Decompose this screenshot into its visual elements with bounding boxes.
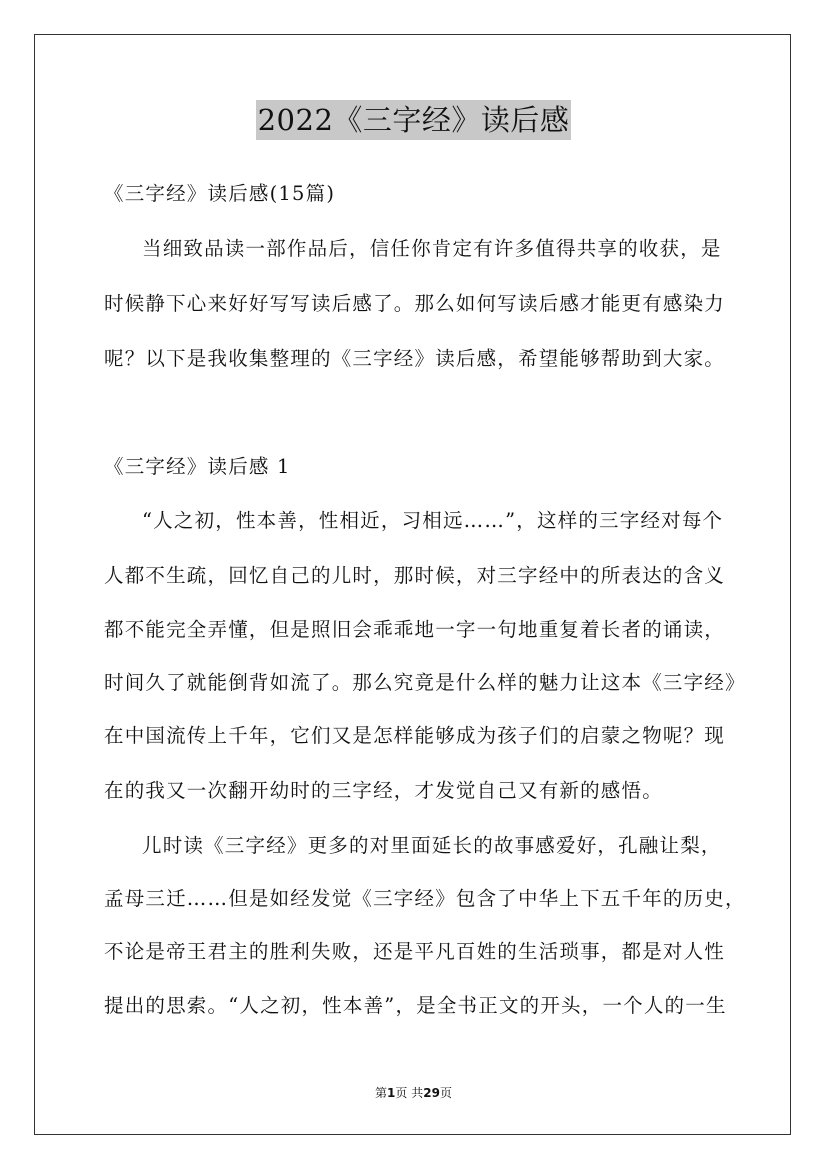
intro-line-1: 当细致品读一部作品后，信任你肯定有许多值得共享的收获，是 [142,237,722,260]
para1-line-1: “人之初，性本善，性相近，习相远……”，这样的三字经对每个 [142,509,724,532]
section-heading: 《三字经》读后感 1 [104,455,291,478]
para2-line-1: 儿时读《三字经》更多的对里面延长的故事感爱好，孔融让梨， [142,834,722,857]
document-subtitle: 《三字经》读后感(15篇) [104,182,336,205]
footer-prefix: 第 [375,1086,388,1100]
document-title: 2022《三字经》读后感 [256,100,572,140]
title-container [0,100,827,140]
para1-line-3: 都不能完全弄懂，但是照旧会乖乖地一字一句地重复着长者的诵读， [104,618,726,641]
footer-mid: 页 共 [395,1086,424,1100]
page-footer [0,1084,827,1101]
para1-line-6: 在的我又一次翻开幼时的三字经，才发觉自己又有新的感悟。 [104,779,663,802]
footer-current-page: 1 [387,1086,396,1100]
para1-line-5: 在中国流传上千年，它们又是怎样能够成为孩子们的启蒙之物呢？现 [104,724,726,747]
footer-total-pages: 29 [423,1086,440,1100]
footer-suffix: 页 [439,1086,452,1100]
para1-line-2: 人都不生疏，回忆自己的儿时，那时候，对三字经中的所表达的含义 [104,564,726,587]
intro-line-2: 时候静下心来好好写写读后感了。那么如何写读后感才能更有感染力 [104,292,726,315]
para2-line-4: 提出的思索。“人之初，性本善”，是全书正文的开头，一个人的一生 [104,994,727,1017]
para1-line-4: 时间久了就能倒背如流了。那么究竟是什么样的魅力让这本《三字经》 [104,671,746,694]
para2-line-2: 孟母三迁……但是如经发觉《三字经》包含了中华上下五千年的历史， [104,887,746,910]
intro-line-3: 呢？以下是我收集整理的《三字经》读后感，希望能够帮助到大家。 [104,347,726,370]
para2-line-3: 不论是帝王君主的胜利失败，还是平凡百姓的生活琐事，都是对人性 [104,940,726,963]
